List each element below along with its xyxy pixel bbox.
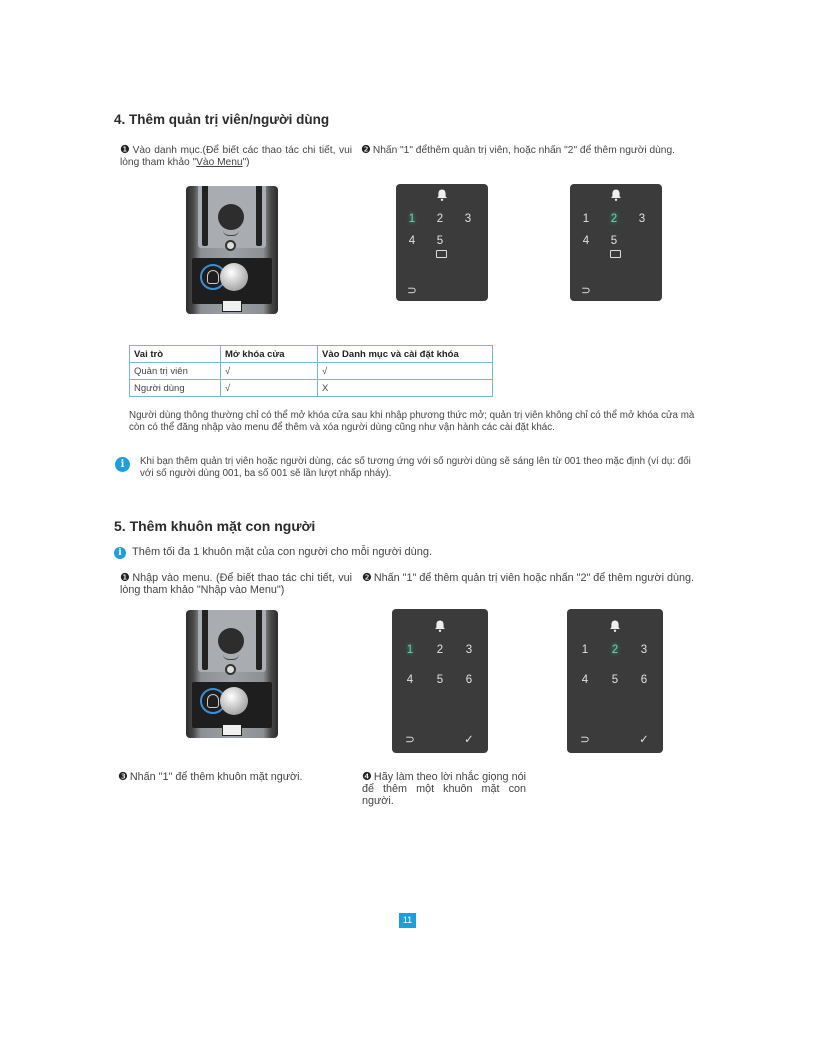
- step-number: ❷: [361, 144, 371, 156]
- step-text: Hãy làm theo lời nhắc giọng nói để thêm một khuôn mặt con người.: [362, 771, 526, 807]
- table-header: Vào Danh mục và cài đặt khóa: [318, 346, 493, 363]
- key-5: 5: [610, 235, 618, 247]
- key-back: ⊃: [580, 734, 590, 746]
- info-note: Khi bạn thêm quản trị viên hoặc người dùng, các số tương ứng với số người dùng sẽ sáng lên từ 001 theo mặc định (ví dụ: đối với số người dùng 001, ba số 001 sẽ lần lượt nhấp nháy).: [140, 456, 691, 479]
- step-text: Vào danh mục.(Để biết các thao tác chi tiết, vui lòng tham khảo ": [120, 145, 352, 168]
- info-icon: i: [115, 457, 130, 472]
- key-4: 4: [408, 235, 416, 247]
- key-2: 2: [610, 213, 618, 225]
- section-4-title: 4. Thêm quản trị viên/người dùng: [114, 112, 330, 127]
- s5-step-1: [120, 572, 352, 596]
- fingerprint-icon: [207, 694, 219, 708]
- bell-icon: [608, 619, 622, 633]
- table-header: Mở khóa cửa: [221, 346, 318, 363]
- key-1: 1: [406, 644, 414, 656]
- step-text: Nhấn "1" để thêm quản trị viên hoặc nhấn "2" để thêm người dùng.: [373, 572, 695, 584]
- page-number: 11: [399, 913, 416, 928]
- keypad-admin-face: [392, 609, 488, 753]
- key-4: 4: [581, 674, 589, 686]
- s5-step-3: [118, 771, 348, 783]
- key-back: ⊃: [581, 285, 591, 297]
- key-ok: ✓: [464, 734, 474, 746]
- step-text: Nhập vào menu. (Để biết thao tác chi tiết, vui lòng tham khảo "Nhập vào Menu"): [120, 572, 353, 596]
- s5-info: Thêm tối đa 1 khuôn mặt của con người cho mỗi người dùng.: [132, 546, 433, 558]
- table-cell: Quản trị viên: [130, 363, 221, 380]
- keypad-admin: [396, 184, 488, 301]
- table-header: Vai trò: [130, 346, 221, 363]
- door-lock-image: [186, 186, 278, 314]
- key-6: 6: [640, 674, 648, 686]
- key-2: 2: [436, 644, 444, 656]
- step-number: ❶: [120, 144, 131, 156]
- key-5: 5: [436, 235, 444, 247]
- face-sensor: [218, 204, 244, 230]
- keypad-user-face: [567, 609, 663, 753]
- table-header-row: [130, 346, 493, 363]
- key-4: 4: [406, 674, 414, 686]
- step-text: Nhấn "1" để thêm khuôn mặt người.: [129, 771, 303, 783]
- s5-step-2: [362, 572, 702, 584]
- s5-step-4: [362, 771, 526, 807]
- key-3: 3: [640, 644, 648, 656]
- table-row: [130, 363, 493, 380]
- key-back: ⊃: [407, 285, 417, 297]
- roles-table: [129, 345, 493, 397]
- table-cell: √: [221, 363, 318, 380]
- fingerprint-icon: [207, 270, 219, 284]
- table-row: [130, 380, 493, 397]
- key-5: 5: [611, 674, 619, 686]
- table-cell: Người dùng: [130, 380, 221, 397]
- bell-icon: [435, 188, 449, 202]
- key-2: 2: [611, 644, 619, 656]
- step-number: ❶: [120, 572, 131, 584]
- key-4: 4: [582, 235, 590, 247]
- step-number: ❸: [118, 771, 128, 783]
- key-ok: ✓: [639, 734, 649, 746]
- key-6: 6: [465, 674, 473, 686]
- s4-step-1: [120, 144, 352, 169]
- key-3: 3: [465, 644, 473, 656]
- keypad-user: [570, 184, 662, 301]
- face-sensor: [218, 628, 244, 654]
- bell-icon: [609, 188, 623, 202]
- section-5-title: 5. Thêm khuôn mặt con người: [114, 518, 316, 534]
- step-number: ❷: [362, 572, 372, 584]
- card-icon: [610, 250, 621, 258]
- key-3: 3: [638, 213, 646, 225]
- key-5: 5: [436, 674, 444, 686]
- step-number: ❹: [362, 771, 372, 783]
- knob: [220, 687, 248, 715]
- key-1: 1: [582, 213, 590, 225]
- key-1: 1: [581, 644, 589, 656]
- table-cell: √: [318, 363, 493, 380]
- door-lock-image: [186, 610, 278, 738]
- table-cell: √: [221, 380, 318, 397]
- info-icon: i: [114, 547, 126, 559]
- table-cell: X: [318, 380, 493, 397]
- knob: [220, 263, 248, 291]
- step-text: Nhấn "1" đểthêm quản trị viên, hoặc nhấn "2" để thêm người dùng.: [372, 145, 675, 156]
- step-text-end: "): [242, 157, 250, 168]
- bell-icon: [433, 619, 447, 633]
- vao-menu-link[interactable]: Vào Menu: [196, 157, 243, 168]
- s4-step-2: [361, 144, 701, 157]
- key-3: 3: [464, 213, 472, 225]
- role-note: Người dùng thông thường chỉ có thể mở khóa cửa sau khi nhập phương thức mở; quản trị viên không chỉ có thể mở khóa cửa mà còn có thể đăng nhập vào menu để thêm và xóa người dùng cũng như vận hành các cài đặt khác.: [129, 410, 695, 433]
- key-back: ⊃: [405, 734, 415, 746]
- card-icon: [436, 250, 447, 258]
- key-1: 1: [408, 213, 416, 225]
- key-2: 2: [436, 213, 444, 225]
